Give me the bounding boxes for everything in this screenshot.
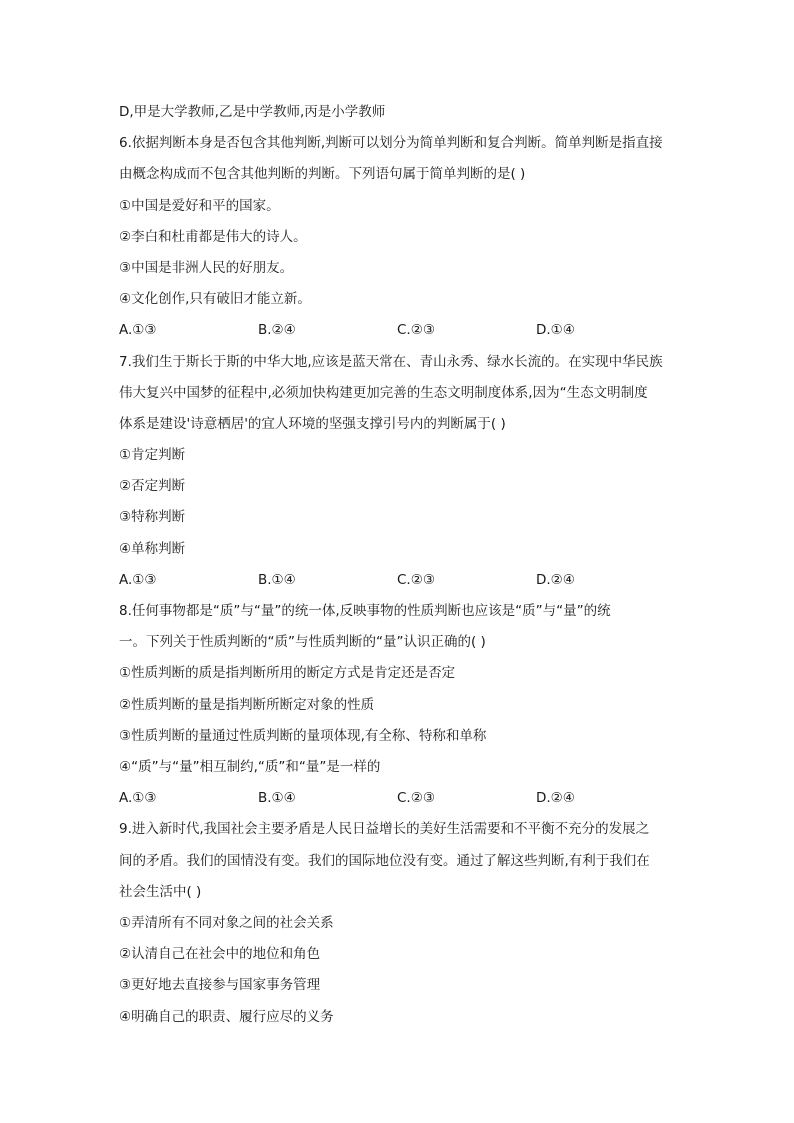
q7-option-d: D.②④	[536, 572, 575, 588]
q9-item-4: ④明确自己的职责、履行应尽的义务	[119, 1009, 334, 1025]
q7-item-4: ④单称判断	[119, 541, 186, 557]
q8-stem-line-2: 一。下列关于性质判断的“质”与性质判断的“量”认识正确的( )	[119, 634, 486, 650]
q7-option-a: A.①③	[119, 572, 157, 588]
q7-option-c: C.②③	[397, 572, 435, 588]
q6-option-c: C.②③	[397, 322, 435, 338]
q6-option-d: D.①④	[536, 322, 575, 338]
q6-option-a: A.①③	[119, 322, 157, 338]
q8-option-b: B.①④	[258, 790, 296, 806]
q7-stem-line-3: 体系是建设'诗意栖居'的宜人环境的坚强支撑引号内的判断属于( )	[119, 416, 506, 432]
q8-option-c: C.②③	[397, 790, 435, 806]
q7-option-b: B.①④	[258, 572, 296, 588]
q9-item-1: ①弄清所有不同对象之间的社会关系	[119, 915, 334, 931]
q9-stem-line-2: 间的矛盾。我们的国情没有变。我们的国际地位没有变。通过了解这些判断,有利于我们在	[119, 853, 650, 869]
q7-stem-line-1: 7.我们生于斯长于斯的中华大地,应该是蓝天常在、青山永秀、绿水长流的。在实现中华民族	[119, 354, 663, 370]
q8-item-2: ②性质判断的量是指判断所断定对象的性质	[119, 697, 375, 713]
q9-item-3: ③更好地去直接参与国家事务管理	[119, 977, 321, 993]
q6-item-4: ④文化创作,只有破旧才能立新。	[119, 291, 311, 307]
q6-item-3: ③中国是非洲人民的好朋友。	[119, 260, 294, 276]
q5-option-d: D,甲是大学教师,乙是中学教师,丙是小学教师	[119, 104, 386, 120]
q6-stem-line-2: 由概念构成而不包含其他判断的判断。下列语句属于简单判断的是( )	[119, 166, 526, 182]
q7-item-1: ①肯定判断	[119, 447, 186, 463]
q7-item-3: ③特称判断	[119, 509, 186, 525]
q7-item-2: ②否定判断	[119, 478, 186, 494]
q9-item-2: ②认清自己在社会中的地位和角色	[119, 946, 321, 962]
q9-stem-line-1: 9.进入新时代,我国社会主要矛盾是人民日益增长的美好生活需要和不平衡不充分的发展之	[119, 821, 650, 837]
q6-option-b: B.②④	[258, 322, 296, 338]
q9-stem-line-3: 社会生活中( )	[119, 884, 202, 900]
q8-option-d: D.②④	[536, 790, 575, 806]
q8-item-4: ④“质”与“量”相互制约,“质”和“量”是一样的	[119, 759, 381, 775]
q8-item-3: ③性质判断的量通过性质判断的量项体现,有全称、特称和单称	[119, 728, 487, 744]
q6-item-2: ②李白和杜甫都是伟大的诗人。	[119, 229, 307, 245]
q7-stem-line-2: 伟大复兴中国梦的征程中,必须加快构建更加完善的生态文明制度体系,因为“生态文明制度	[119, 385, 648, 401]
q8-option-a: A.①③	[119, 790, 157, 806]
q8-stem-line-1: 8.任何事物都是“质”与“量”的统一体,反映事物的性质判断也应该是“质”与“量”的统	[119, 603, 611, 619]
q6-stem-line-1: 6.依据判断本身是否包含其他判断,判断可以划分为简单判断和复合判断。简单判断是指直接	[119, 135, 663, 151]
q8-item-1: ①性质判断的质是指判断所用的断定方式是肯定还是否定	[119, 665, 456, 681]
q6-item-1: ①中国是爱好和平的国家。	[119, 198, 280, 214]
